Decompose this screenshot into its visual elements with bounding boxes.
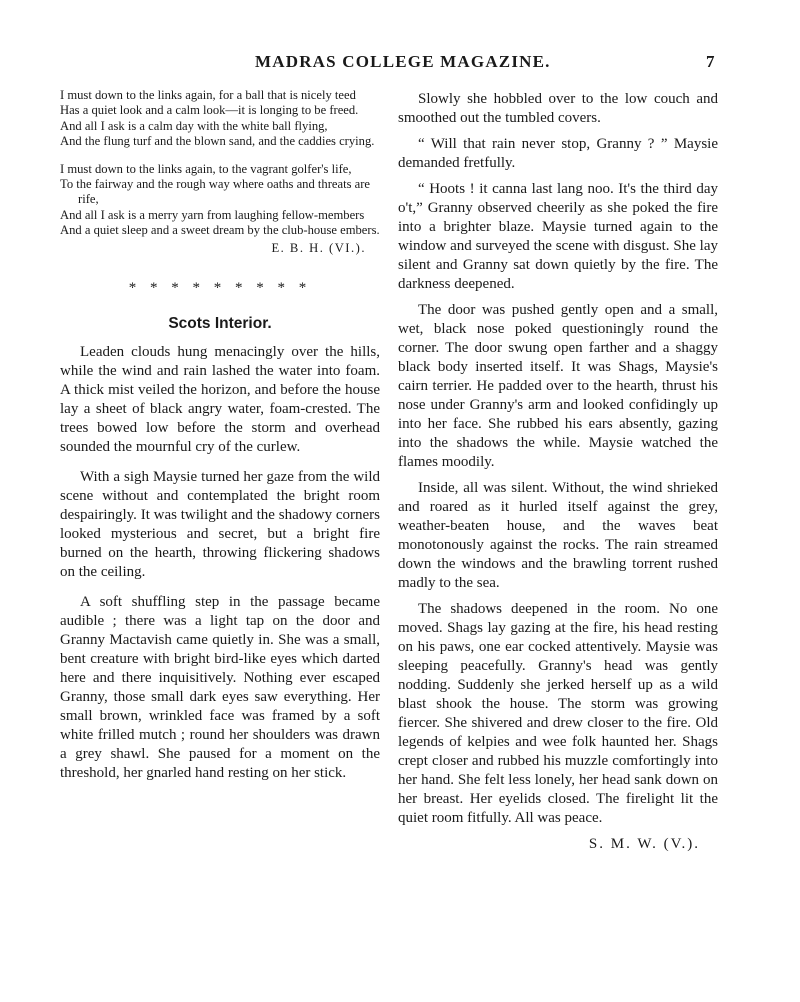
poem-stanza-2 [60, 162, 380, 256]
story-signature: S. M. W. (V.). [588, 836, 700, 852]
poem-line: I must down to the links again, to the vagrant golfer's life, [60, 161, 352, 176]
story-paragraph: Leaden clouds hung menacingly over the hills, while the wind and rain lashed the water into foam. A thick mist veiled the horizon, and before the house lay a sheet of black angry water, foam-crested. The trees bowed low before the storm and overhead sounded the mournful cry of the curlew. [60, 344, 380, 456]
story-left-text [60, 343, 380, 783]
golf-poem [60, 88, 380, 256]
page-header [0, 52, 800, 74]
magazine-title: MADRAS COLLEGE MAGAZINE. [255, 52, 551, 71]
poem-line: And a quiet sleep and a sweet dream by the club-house embers. [60, 223, 380, 238]
poem-signature: E. B. H. (VI.). [271, 240, 366, 255]
poem-line: And all I ask is a calm day with the white ball flying, [60, 118, 328, 133]
story-paragraph: “ Hoots ! it canna last lang noo. It's the third day o't,” Granny observed cheerily as she poked the fire into a brighter blaze. Maysie turned again to the window and surveyed the scene with disgust. She lay silent and Granny sat down quietly by the fire. The darkness deepened. [398, 181, 718, 292]
story-paragraph: The door was pushed gently open and a small, wet, black nose poked questioningly round the corner. The door swung open farther and a shaggy black body inserted itself. It was Shags, Maysie's cairn terrier. He padded over to the hearth, thrust his nose under Granny's arm and looked confidingly up into her face. She rubbed his ears absently, gazing into the shadows the while. Maysie watched the flames moodily. [398, 302, 718, 470]
poem-stanza-1 [60, 88, 380, 150]
story-paragraph: Inside, all was silent. Without, the wind shrieked and roared as it hurled itself against the grey, weather-beaten house, and the waves beat monotonously against the rocks. The rain streamed down the windows and the brawling torrent rushed madly to the sea. [398, 480, 718, 591]
section-separator: * * * * * * * * * [128, 280, 312, 297]
story-title: Scots Interior. [168, 315, 272, 333]
poem-line: To the fairway and the rough way where oaths and threats are rife, [60, 177, 370, 207]
story-paragraph: A soft shuffling step in the passage became audible ; there was a light tap on the door and Granny Mactavish came quietly in. She was a small, bent creature with bright bird-like eyes which darted here and there inquisitively. Nothing ever escaped Granny, those small dark eyes saw everything. Her small brown, wrinkled face was framed by a soft white frilled mutch ; round her shoulders was drawn a grey shawl. She paused for a moment on the threshold, her gnarled hand resting on her stick. [60, 594, 380, 782]
left-column [60, 88, 380, 794]
story-paragraph: Slowly she hobbled over to the low couch and smoothed out the tumbled covers. [398, 91, 718, 126]
story-paragraph: “ Will that rain never stop, Granny ? ” Maysie demanded fretfully. [398, 136, 718, 171]
poem-line: Has a quiet look and a calm look—it is longing to be freed. [60, 103, 359, 118]
story-right-text [398, 90, 718, 828]
page-number: 7 [706, 52, 715, 71]
story-paragraph: With a sigh Maysie turned her gaze from the wild scene without and contemplated the bright room despairingly. It was twilight and the shadowy corners looked mysterious and secret, but a bright fire burned on the hearth, throwing flickering shadows on the ceiling. [60, 469, 380, 581]
poem-line: I must down to the links again, for a ball that is nicely teed [60, 88, 356, 102]
poem-line: And the flung turf and the blown sand, and the caddies crying. [60, 134, 375, 149]
right-column [398, 90, 718, 854]
story-paragraph: The shadows deepened in the room. No one moved. Shags lay gazing at the fire, his head resting on his paws, one ear cocked attentively. Maysie was sleeping peacefully. Granny's head was gently nodding. Suddenly she jerked herself up as a wild blast shook the house. The storm was growing fiercer. She shivered and drew closer to the fire. Old legends of kelpies and wee folk haunted her. Shags crept closer and rubbed his muzzle comfortingly into her hand. She felt less lonely, her head sank down on her breast. Her eyelids closed. The firelight lit the quiet room fitfully. All was peace. [398, 601, 718, 826]
poem-line: And all I ask is a merry yarn from laughing fellow-members [60, 207, 365, 222]
